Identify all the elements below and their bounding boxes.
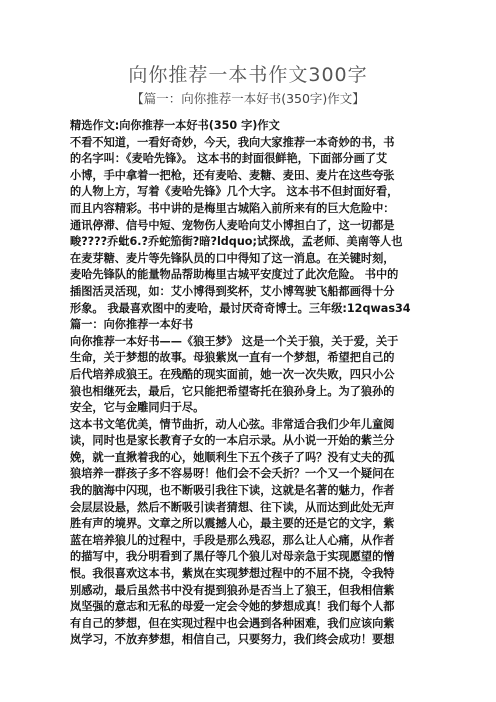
body-line: 的描写中，我分明看到了黑仔等几个狼儿对母亲急于实现愿望的憎 bbox=[70, 550, 395, 564]
body-line: 我的脑海中闪现，也不断吸引我往下读，这就是名著的魅力，作者 bbox=[70, 484, 395, 498]
document-subtitle: 【篇一：向你推荐一本好书(350字)作文】 bbox=[131, 91, 365, 106]
body-line: 通讯停滞、信号中短、宠物伤人麦哈向艾小博担白了，这一切都是 bbox=[70, 218, 395, 232]
body-line: 会层层设悬，然后不断吸引读者猜想、往下读，从而达到此处无声 bbox=[70, 500, 395, 514]
body-line: 读，同时也是家长教育子女的一本启示录。从小说一开始的紫兰分 bbox=[70, 434, 395, 448]
body-line: 插图活灵活现，如：艾小博得到奖杯，艾小博驾驶飞船都画得十分 bbox=[70, 284, 395, 298]
body-line: 精选作文:向你推荐一本好书(350 字)作文 bbox=[70, 119, 280, 132]
body-line: 小博，手中拿着一把枪，还有麦哈、麦糖、麦田、麦片在这些夸张 bbox=[70, 168, 395, 182]
body-line: 岚坚强的意志和无私的母爱一定会令她的梦想成真！我们每个人都 bbox=[70, 600, 395, 614]
body-line: 而且内容精彩。书中讲的是梅里古城陷入前所来有的巨大危险中： bbox=[70, 201, 395, 215]
body-line: 娩，就一直揪着我的心，她顺利生下五个孩子了吗？没有丈夫的孤 bbox=[70, 450, 395, 464]
body-line: 麦哈先锋队的能量物品帮助梅里古城平安度过了此次危险。 书中的 bbox=[70, 268, 399, 282]
body-line: 的名字叫：《麦哈先锋》。 这本书的封面很鲜艳，下面部分画了艾 bbox=[70, 152, 388, 166]
body-line: 岚学习，不放弃梦想，相信自己，只要努力，我们终会成功！要想 bbox=[70, 633, 395, 647]
body-line: 这本书文笔优美，情节曲折，动人心弦。非常适合我们少年儿童阅 bbox=[70, 417, 395, 431]
body-line: 后代培养成狼王。在残酷的现实面前，她一次一次失败，四只小公 bbox=[70, 367, 395, 381]
body-line: 生命，关于梦想的故事。母狼紫岚一直有一个梦想，希望把自己的 bbox=[70, 351, 395, 365]
document-title: 向你推荐一本书作文300字 bbox=[128, 64, 368, 86]
body-line: 安全，它与金雕同归于尽。 bbox=[70, 401, 205, 415]
body-line: 狼也相继死去，最后，它只能把希望寄托在狼孙身上。为了狼孙的 bbox=[70, 384, 395, 398]
body-line: 在麦芽糖、麦片等先锋队员的口中得知了这一消息。在关键时刻， bbox=[70, 251, 395, 265]
body-line: 不看不知道，一看好奇妙，今天，我向大家推荐一本奇妙的书，书 bbox=[70, 135, 395, 149]
body-line: 胜有声的境界。文章之所以震撼人心，最主要的还是它的文字，紫 bbox=[70, 517, 395, 531]
body-line: 狼培养一群孩子多不容易呀！他们会不会夭折？一个又一个疑问在 bbox=[70, 467, 395, 481]
body-line: 恨。我很喜欢这本书，紫岚在实现梦想过程中的不屈不挠，令我特 bbox=[70, 567, 395, 581]
body-line: 别感动，最后虽然书中没有提到狼孙是否当上了狼王，但我相信紫 bbox=[70, 583, 395, 597]
body-line: 畯????乔蚍6.?乔蛇笳街?暗?ldquo;试探战，孟老师、美南等人也 bbox=[70, 235, 403, 249]
body-line: 形象。 我最喜欢图中的麦哈，最讨厌奇奇博士。三年级:12qwas34 bbox=[70, 301, 411, 315]
document-body bbox=[70, 118, 435, 649]
body-line: 篇一：向你推荐一本好书 bbox=[70, 318, 194, 332]
body-line: 的人物上方，写着《麦哈先锋》几个大字。 这本书不但封面好看， bbox=[70, 185, 399, 199]
body-line: 有自己的梦想，但在实现过程中也会遇到各种困难，我们应该向紫 bbox=[70, 616, 395, 630]
body-line: 向你推荐一本好书——《狼王梦》 这是一个关于狼，关于爱，关于 bbox=[70, 334, 399, 348]
body-line: 蓝在培养狼儿的过程中，手段是那么残忍，那么让人心痛，从作者 bbox=[70, 533, 395, 547]
